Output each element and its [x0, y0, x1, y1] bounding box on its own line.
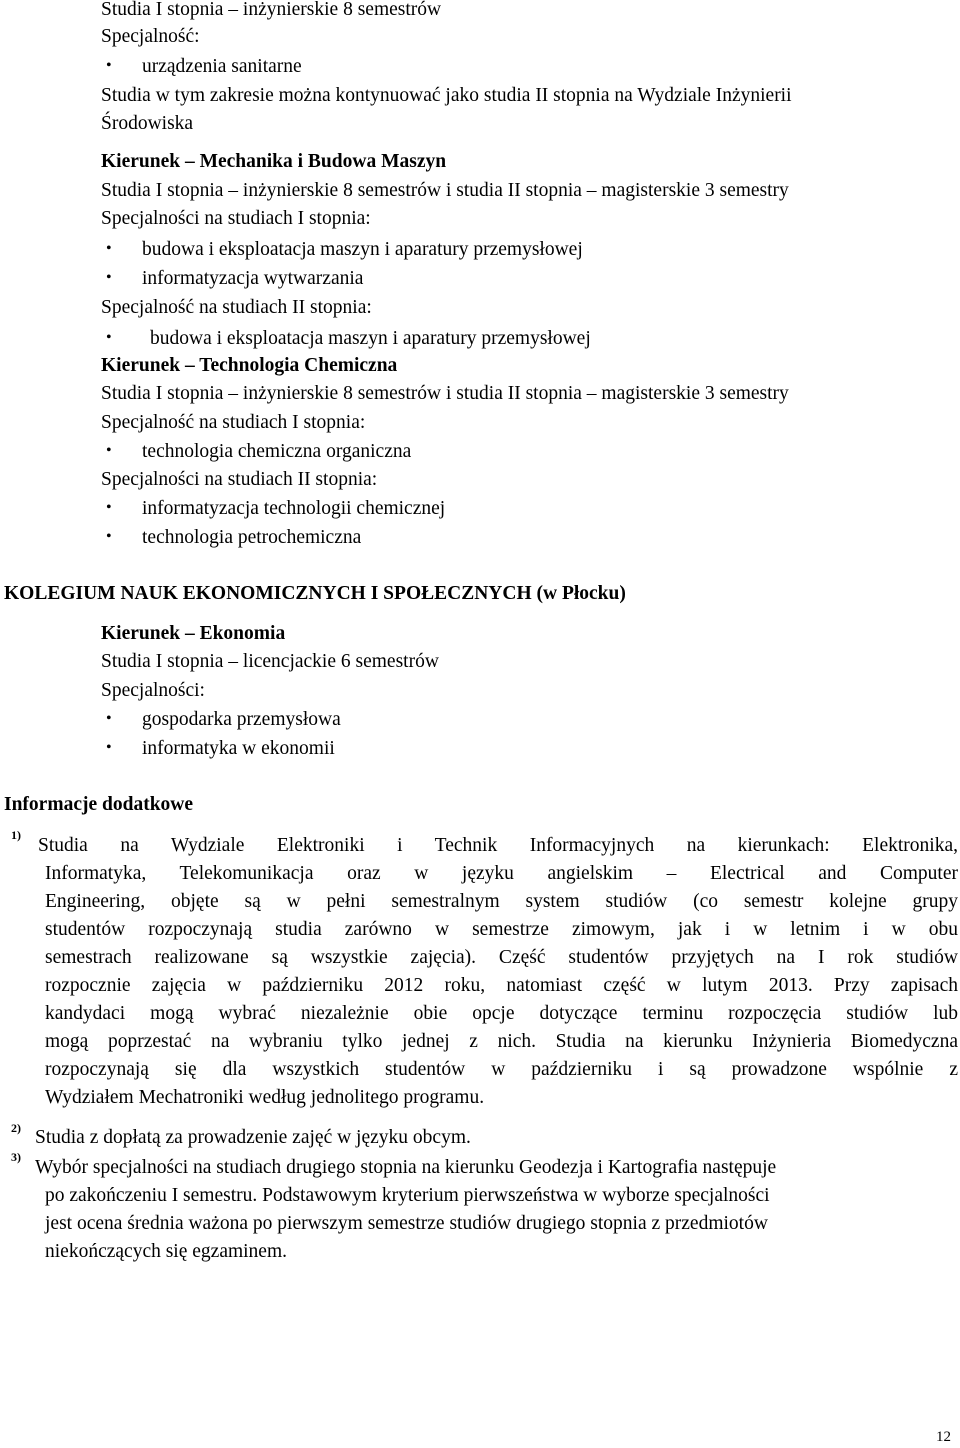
bullet-icon: •	[106, 528, 112, 545]
bullet-icon: •	[106, 57, 112, 74]
specialty-label: Specjalności na studiach I stopnia:	[101, 208, 371, 229]
specialty-label: Specjalności:	[101, 680, 205, 701]
note-line: Wydziałem Mechatroniki według jednolitego programu.	[45, 1087, 485, 1108]
footnote-marker: 3)	[11, 1150, 21, 1164]
footnote-marker: 1)	[11, 828, 21, 842]
note-line: Wybór specjalności na studiach drugiego stopnia na kierunku Geodezja i Kartografia następuje	[35, 1157, 777, 1178]
note-line: Engineering, objęte są w pełni semestralnym system studiów (co semestr kolejne grupy	[45, 891, 958, 912]
note-line: mogą poprzestać na wybraniu tylko jednej z nich. Studia na kierunku Inżynieria Biomedyczna	[45, 1031, 958, 1052]
specialty-item: urządzenia sanitarne	[142, 56, 302, 77]
specialty-label: Specjalność:	[101, 26, 200, 47]
kierunek-heading-chemia: Kierunek – Technologia Chemiczna	[101, 355, 398, 376]
specialty-item: informatyka w ekonomii	[142, 738, 335, 759]
note-line: semestrach realizowane są wszystkie zajęcia). Część studentów przyjętych na I rok studiów	[45, 947, 958, 968]
note-line: Studia na Wydziale Elektroniki i Technik Informacyjnych na kierunkach: Elektronika,	[38, 835, 958, 856]
specialty-label: Specjalności na studiach II stopnia:	[101, 469, 378, 490]
note-line: kandydaci mogą wybrać niezależnie obie opcje dotyczące terminu rozpoczęcia studiów lub	[45, 1003, 958, 1024]
note-line: po zakończeniu I semestru. Podstawowym kryterium pierwszeństwa w wyborze specjalności	[45, 1185, 770, 1206]
footnote-marker: 2)	[11, 1121, 21, 1135]
note-line: Informatyka, Telekomunikacja oraz w języku angielskim – Electrical and Computer	[45, 863, 958, 884]
note-line: niekończących się egzaminem.	[45, 1241, 288, 1262]
note-line: studentów rozpoczynają studia zarówno w semestrze zimowym, jak i w letnim i w obu	[45, 919, 958, 940]
studies-line: Studia I stopnia – licencjackie 6 semestrów	[101, 651, 439, 672]
studies-line: Studia I stopnia – inżynierskie 8 semestrów i studia II stopnia – magisterskie 3 semestry	[101, 383, 789, 404]
bullet-icon: •	[106, 499, 112, 516]
specialty-label: Specjalność na studiach I stopnia:	[101, 412, 366, 433]
specialty-item: budowa i eksploatacja maszyn i aparatury przemysłowej	[142, 239, 583, 260]
specialty-item: informatyzacja technologii chemicznej	[142, 498, 446, 519]
specialty-item: budowa i eksploatacja maszyn i aparatury przemysłowej	[150, 328, 591, 349]
page-number: 12	[936, 1429, 951, 1445]
continuation-line: Studia w tym zakresie można kontynuować jako studia II stopnia na Wydziale Inżynierii	[101, 85, 792, 106]
bullet-icon: •	[106, 710, 112, 727]
note-line: jest ocena średnia ważona po pierwszym semestrze studiów drugiego stopnia z przedmiotów	[45, 1213, 768, 1234]
bullet-icon: •	[106, 329, 112, 346]
kolegium-heading: KOLEGIUM NAUK EKONOMICZNYCH I SPOŁECZNYCH (w Płocku)	[4, 583, 626, 604]
kierunek-heading-mechanika: Kierunek – Mechanika i Budowa Maszyn	[101, 151, 447, 172]
bullet-icon: •	[106, 240, 112, 257]
note-line: rozpocznie zajęcia w październiku 2012 roku, natomiast część w lutym 2013. Przy zapisach	[45, 975, 958, 996]
studies-line: Studia I stopnia – inżynierskie 8 semestrów	[101, 0, 442, 20]
specialty-item: informatyzacja wytwarzania	[142, 268, 364, 289]
specialty-item: technologia petrochemiczna	[142, 527, 362, 548]
continuation-line: Środowiska	[101, 113, 194, 134]
bullet-icon: •	[106, 269, 112, 286]
kierunek-heading-ekonomia: Kierunek – Ekonomia	[101, 623, 286, 644]
specialty-label: Specjalność na studiach II stopnia:	[101, 297, 372, 318]
studies-line: Studia I stopnia – inżynierskie 8 semestrów i studia II stopnia – magisterskie 3 semestry	[101, 180, 789, 201]
specialty-item: gospodarka przemysłowa	[142, 709, 341, 730]
note-line: Studia z dopłatą za prowadzenie zajęć w języku obcym.	[35, 1127, 471, 1148]
info-heading: Informacje dodatkowe	[4, 794, 194, 815]
bullet-icon: •	[106, 739, 112, 756]
bullet-icon: •	[106, 442, 112, 459]
note-line: rozpoczynają się dla wszystkich studentów w październiku i są prowadzone wspólnie z	[45, 1059, 958, 1080]
specialty-item: technologia chemiczna organiczna	[142, 441, 412, 462]
